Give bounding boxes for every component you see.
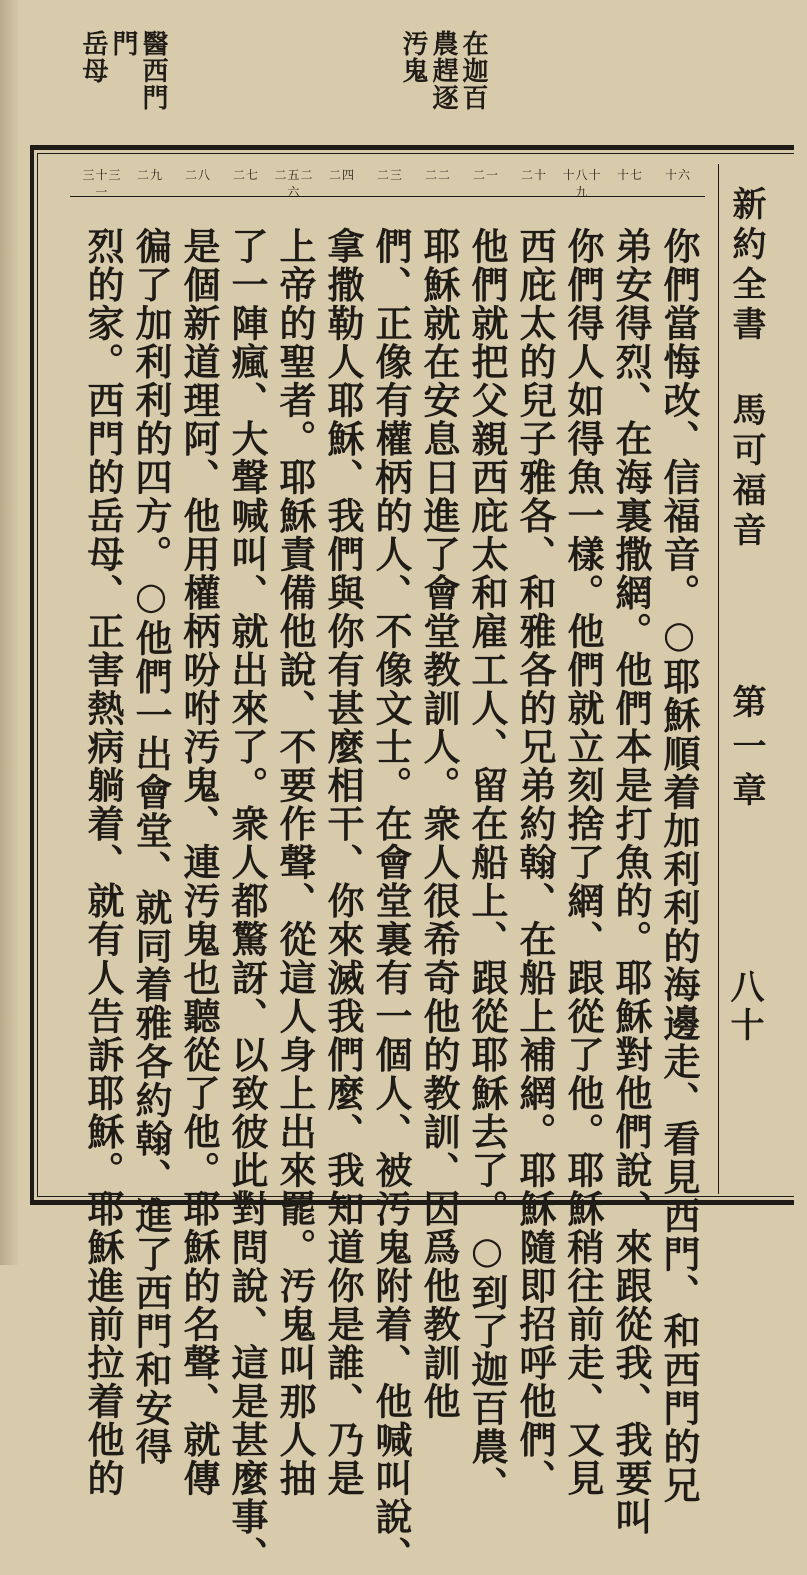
verse-number-row [70,162,705,197]
text-column: 徧了加利利的四方。○他們一出會堂、就同着雅各約翰、進了西門和安得 [129,227,173,1466]
text-column: 是個新道理阿、他用權柄吩咐汚鬼、連汚鬼也聽從了他。耶穌的名聲、就傳 [177,227,221,1498]
margin-note: 門 [108,30,138,57]
margin-note: 農趕逐 [428,30,458,111]
verse-number: 二八 [184,168,211,182]
verse-number: 三十三一 [82,168,122,199]
verse-number: 十七 [616,168,643,182]
margin-note: 醫西門 [138,30,168,111]
margin-note: 汚鬼 [398,30,428,84]
text-column: 們、正像有權柄的人、不像文士。在會堂裏有一個人、被汚鬼附着、他喊叫說、 [369,227,413,1575]
margin-notes [80,30,540,140]
page-frame [30,145,794,1575]
body-text [70,199,705,1575]
text-column: 弟安得烈、在海裏撒網。他們本是打魚的。耶穌對他們說、來跟從我、我要叫 [609,227,653,1536]
text-column: 你們當悔改、信福音。○耶穌順着加利利的海邊走、看見西門、和西門的兄 [657,227,701,1505]
verse-number: 二四 [328,168,355,182]
verse-number: 二七 [232,168,259,182]
verse-number: 十八十九 [562,168,602,199]
running-header [718,164,789,1194]
book-title: 新約全書 馬可福音 [726,186,766,552]
verse-number: 十六 [664,168,691,182]
page-number: 八十 [724,969,764,1045]
binding-gutter [0,0,18,1265]
verse-number: 二十 [520,168,547,182]
margin-note: 在迦百 [458,30,488,111]
verse-number: 二一 [472,168,499,182]
text-column: 你們得人如得魚一樣。他們就立刻捨了網、跟從了他。耶穌稍往前走、又見 [561,227,605,1498]
page-frame-inner [37,153,794,1575]
text-column: 烈的家。西門的岳母、正害熱病躺着、就有人告訴耶穌。耶穌進前拉着他的 [81,227,125,1498]
text-column: 耶穌就在安息日進了會堂教訓人。衆人很希奇他的教訓、因爲他教訓他 [417,227,461,1421]
verse-number: 二五二六 [274,168,314,199]
verse-number: 二二 [424,168,451,182]
verse-number: 二九 [136,168,163,182]
text-column: 西庇太的兒子雅各、和雅各的兄弟約翰、在船上補網。耶穌隨即招呼他們、 [513,227,557,1498]
chapter-heading: 第一章 [726,684,766,816]
text-column: 拿撒勒人耶穌、我們與你有甚麼相干、你來滅我們麼、我知道你是誰、乃是 [321,227,365,1498]
text-column: 他們就把父親西庇太和雇工人、留在船上、跟從耶穌去了。○到了迦百農、 [465,227,509,1505]
text-column: 上帝的聖者。耶穌責備他說、不要作聲、從這人身上出來罷。汚鬼叫那人抽 [273,227,317,1498]
verse-number: 二三 [376,168,403,182]
margin-note: 岳母 [78,30,108,84]
text-column: 了一陣瘋、大聲喊叫、就出來了。衆人都驚訝、以致彼此對問說、這是甚麼事、 [225,227,269,1575]
